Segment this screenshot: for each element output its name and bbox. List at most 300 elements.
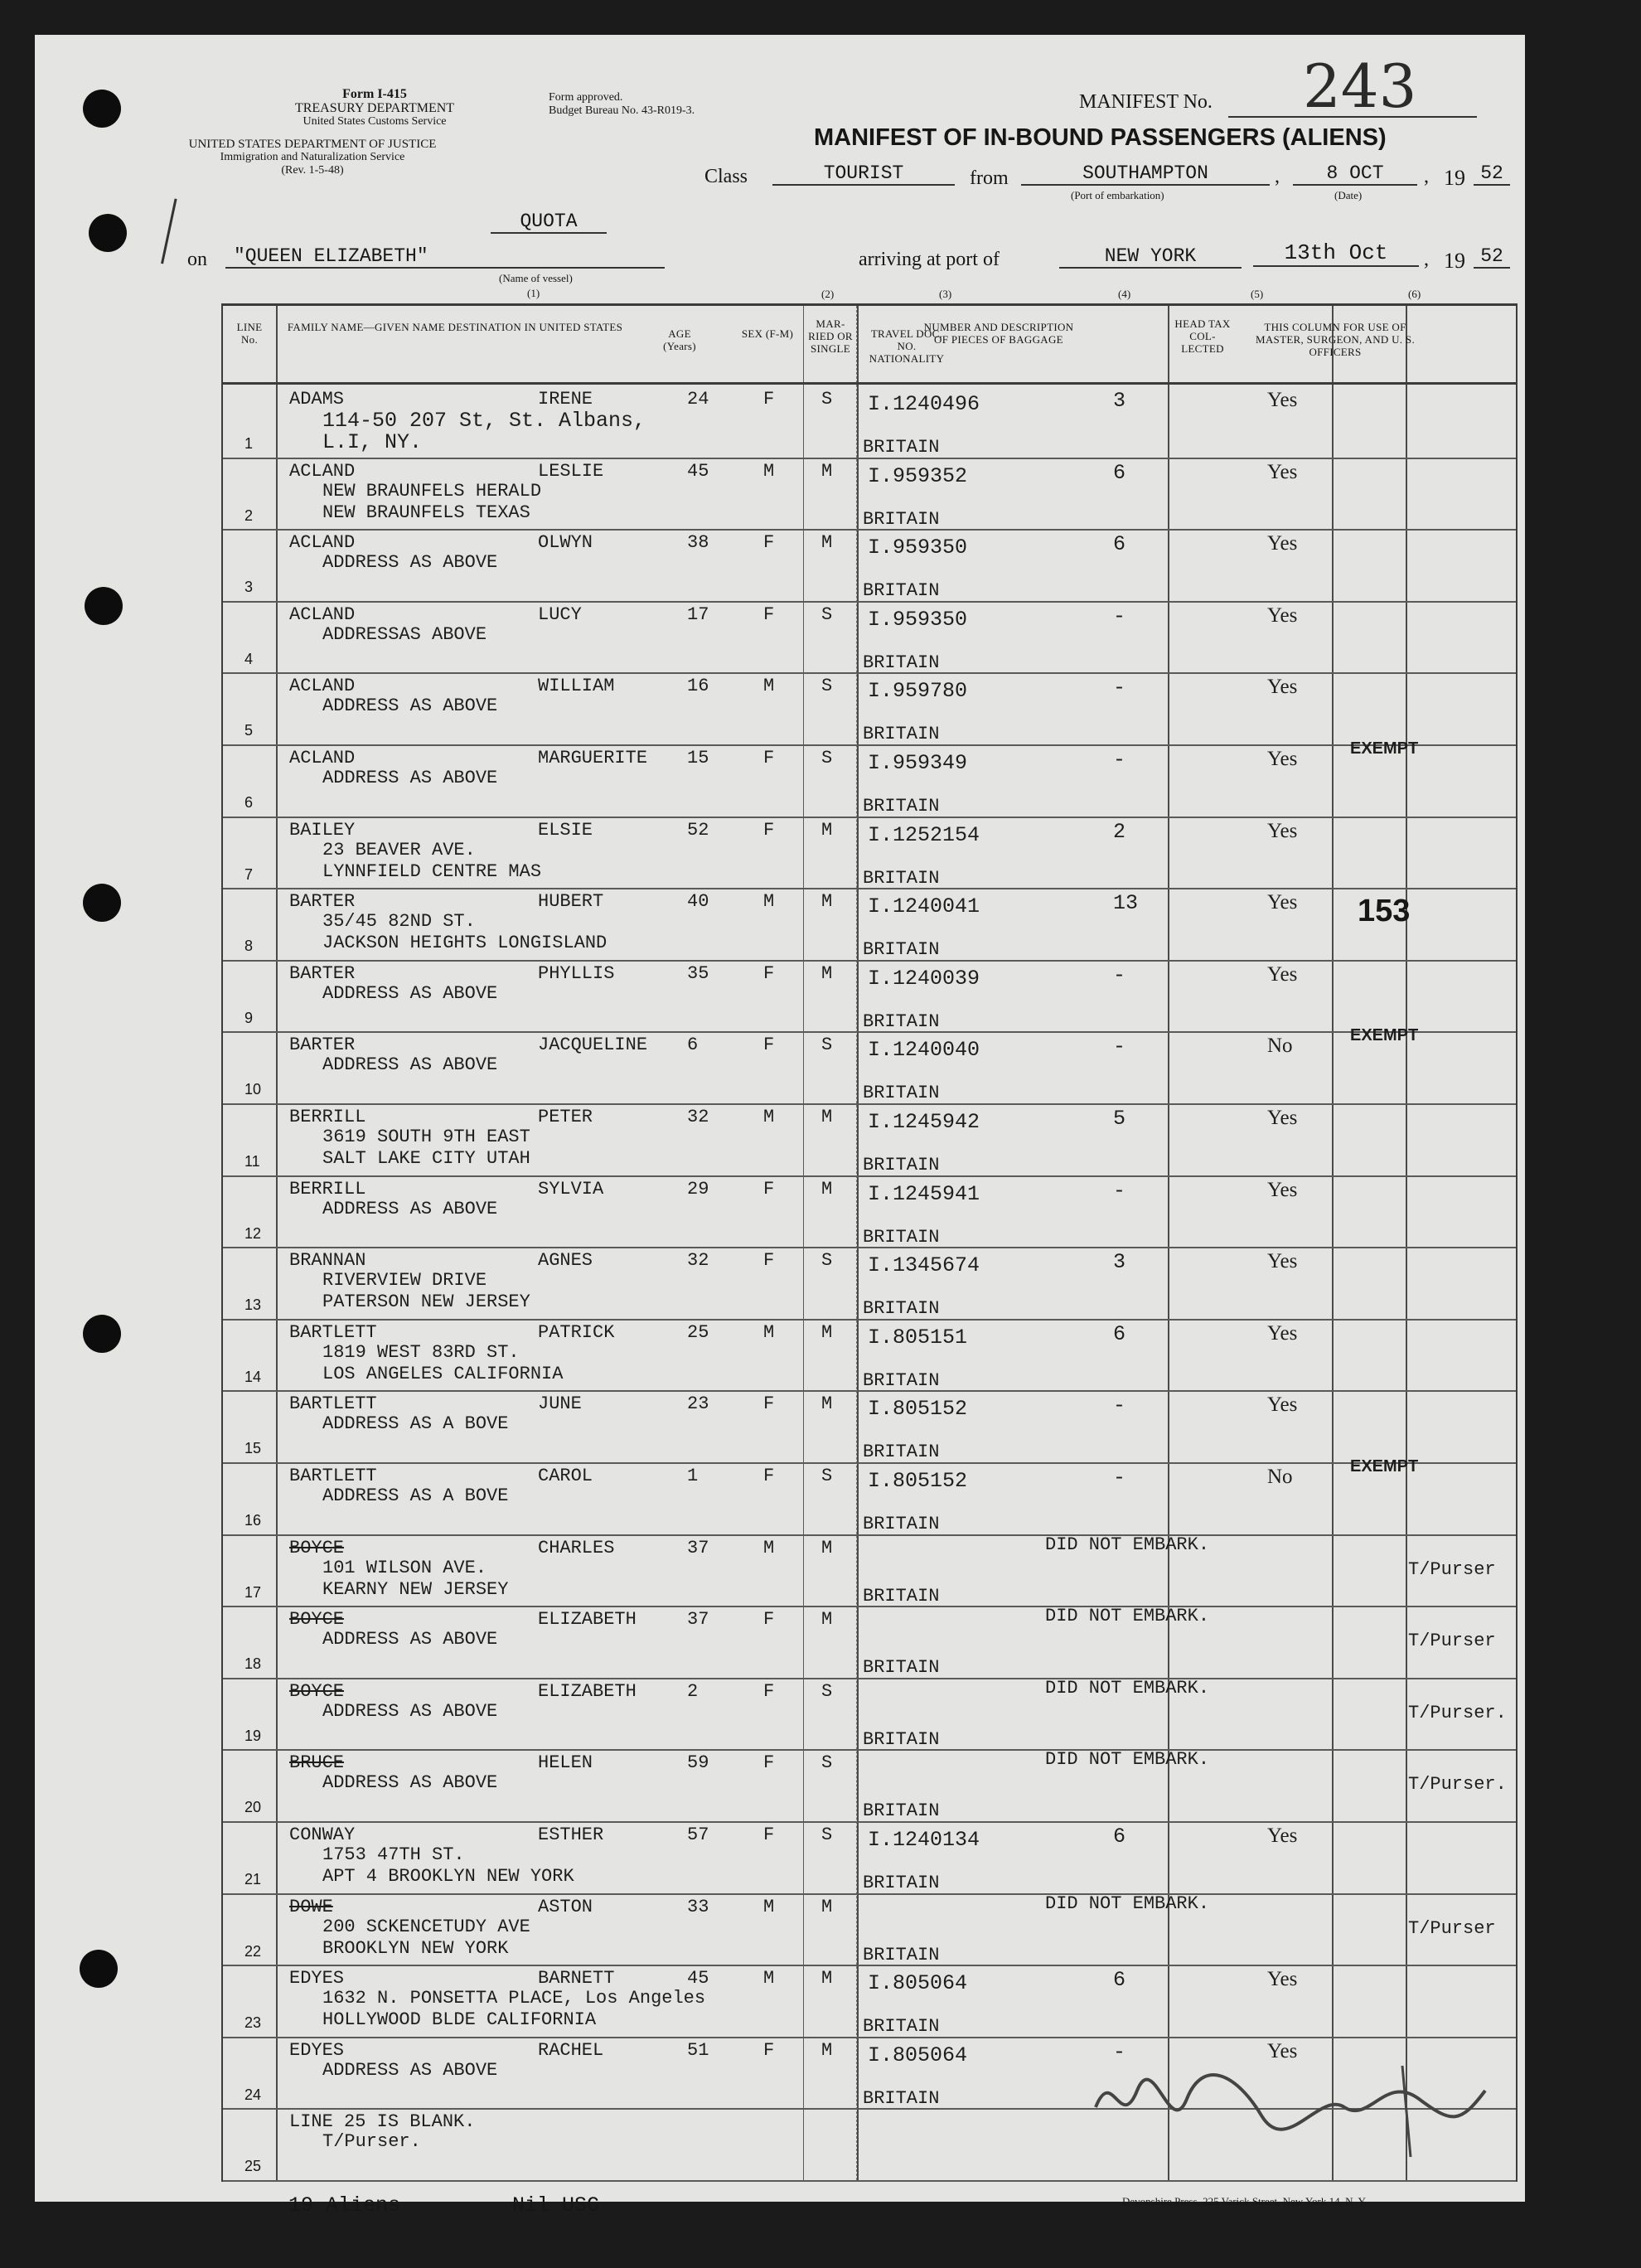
baggage: 3 — [1113, 389, 1126, 413]
arrival-date: 13th Oct — [1253, 240, 1419, 267]
given-name: BARNETT — [538, 1968, 615, 1989]
budget-bureau: Budget Bureau No. 43-R019-3. — [549, 104, 695, 117]
col-number-5: (5) — [1251, 288, 1264, 300]
address-line-1: 1632 N. PONSETTA PLACE, Los Angeles — [322, 1988, 706, 2009]
date-caption: (Date) — [1334, 189, 1363, 201]
family-name: EDYES — [289, 2039, 345, 2061]
head-tax: Yes — [1267, 603, 1298, 627]
ins-service: Immigration and Naturalization Service — [220, 151, 405, 163]
head-tax: Yes — [1267, 1178, 1298, 1201]
did-not-embark: DID NOT EMBARK. — [1045, 1534, 1210, 1555]
sex: F — [763, 1609, 775, 1631]
form-number: Form I-415 — [342, 87, 407, 101]
address-line-2: KEARNY NEW JERSEY — [322, 1578, 509, 1600]
col-sex: SEX (F-M) — [741, 327, 794, 340]
col-number-6: (6) — [1408, 288, 1421, 300]
table-row — [223, 1319, 1516, 1390]
comma: , — [1424, 249, 1429, 270]
given-name: LESLIE — [538, 460, 604, 482]
embark-year: 52 — [1474, 162, 1510, 186]
line-number: 4 — [244, 650, 254, 667]
embark-date: 8 OCT — [1293, 162, 1417, 186]
family-name: BOYCE — [289, 1609, 345, 1631]
sex: F — [763, 603, 775, 625]
address-line-1: ADDRESS AS ABOVE — [322, 1054, 498, 1076]
given-name: WILLIAM — [538, 676, 615, 697]
nationality: BRITAIN — [863, 796, 940, 817]
line-number: 10 — [244, 1081, 262, 1098]
travel-doc: I.959350 — [868, 607, 968, 632]
officer-signature — [1071, 2041, 1502, 2174]
officer-note: EXEMPT — [1350, 739, 1419, 758]
family-name: BARTLETT — [289, 1393, 377, 1415]
address-line-2: NEW BRAUNFELS TEXAS — [322, 502, 530, 523]
line-number: 13 — [244, 1296, 262, 1314]
given-name: JACQUELINE — [538, 1035, 648, 1056]
given-name: IRENE — [538, 389, 593, 410]
baggage: 6 — [1113, 460, 1126, 485]
nationality: BRITAIN — [863, 1369, 940, 1391]
family-name: BARTER — [289, 962, 356, 984]
line-number: 25 — [244, 2158, 262, 2175]
family-name: ADAMS — [289, 389, 345, 410]
family-name: ACLAND — [289, 748, 356, 768]
head-tax: Yes — [1267, 389, 1298, 411]
travel-doc: I.1240040 — [868, 1038, 980, 1063]
baggage: 2 — [1113, 819, 1126, 844]
sex: M — [763, 1896, 775, 1917]
line-number: 21 — [244, 1871, 262, 1888]
printer-credit: Devonshire Press, 225 Varick Street, New York 14, N. Y. — [1122, 2195, 1368, 2207]
arrival-port: NEW YORK — [1059, 245, 1242, 269]
line-number: 8 — [244, 938, 254, 955]
line-number: 12 — [244, 1224, 262, 1242]
col-number-3: (3) — [939, 288, 952, 300]
table-row — [223, 601, 1516, 672]
manifest-title: MANIFEST OF IN-BOUND PASSENGERS (ALIENS) — [814, 124, 1387, 151]
head-tax: Yes — [1267, 676, 1298, 699]
address-line-1: 35/45 82ND ST. — [322, 911, 476, 933]
travel-doc: I.959350 — [868, 536, 968, 560]
family-name: BERRILL — [289, 1178, 366, 1199]
sex: M — [763, 1537, 775, 1558]
head-tax: Yes — [1267, 2039, 1298, 2062]
sex: M — [763, 676, 775, 697]
did-not-embark: DID NOT EMBARK. — [1045, 1606, 1210, 1627]
officer-note: EXEMPT — [1350, 1457, 1419, 1476]
travel-doc: I.805064 — [868, 1971, 968, 1996]
head-tax: Yes — [1267, 532, 1298, 555]
usc-count: Nil USC — [512, 2193, 600, 2217]
nationality: BRITAIN — [863, 1298, 940, 1320]
address-line-2: PATERSON NEW JERSEY — [322, 1292, 530, 1313]
marital-status: M — [821, 1178, 833, 1199]
address-line-1: ADDRESS AS ABOVE — [322, 768, 498, 788]
address-line-1: ADDRESS AS ABOVE — [322, 1772, 498, 1794]
address-line-1: T/Purser. — [322, 2131, 421, 2153]
given-name: ASTON — [538, 1896, 593, 1917]
given-name: AGNES — [538, 1250, 593, 1272]
sex: M — [763, 891, 775, 913]
marital-status: M — [821, 1896, 833, 1917]
line-number: 20 — [244, 1799, 262, 1816]
age: 33 — [687, 1896, 709, 1917]
sex: F — [763, 1178, 775, 1199]
vessel-name: "QUEEN ELIZABETH" — [225, 245, 665, 269]
nationality: BRITAIN — [863, 1083, 940, 1104]
col-baggage: NUMBER AND DESCRIPTION OF PIECES OF BAGGAGE — [923, 321, 1074, 346]
address-line-1: ADDRESS AS ABOVE — [322, 1198, 498, 1219]
travel-doc: I.805151 — [868, 1325, 968, 1350]
sex: F — [763, 1250, 775, 1272]
comma: , — [1275, 166, 1280, 187]
baggage: 13 — [1113, 891, 1139, 916]
sex: F — [763, 1466, 775, 1486]
table-row — [223, 960, 1516, 1031]
address-line-1: 3619 SOUTH 9TH EAST — [322, 1127, 530, 1147]
did-not-embark: DID NOT EMBARK. — [1045, 1749, 1210, 1771]
given-name: RACHEL — [538, 2039, 604, 2061]
column-1-number: (1) — [527, 287, 540, 299]
travel-doc: I.1240039 — [868, 966, 980, 991]
address-line-1: 200 SCKENCETUDY AVE — [322, 1916, 530, 1937]
age: 32 — [687, 1250, 709, 1272]
travel-doc: I.1245942 — [868, 1110, 980, 1134]
class-value: TOURIST — [772, 162, 955, 186]
family-name: BARTER — [289, 891, 356, 913]
address-line-1: ADDRESS AS ABOVE — [322, 982, 498, 1004]
marital-status: M — [821, 1968, 833, 1989]
address-line-1: 23 BEAVER AVE. — [322, 839, 476, 860]
sex: F — [763, 2039, 775, 2061]
nationality: BRITAIN — [863, 652, 940, 673]
marital-status: S — [821, 603, 833, 625]
did-not-embark: DID NOT EMBARK. — [1045, 1677, 1210, 1699]
age: 45 — [687, 1968, 709, 1989]
line-number: 19 — [244, 1727, 262, 1744]
nationality: BRITAIN — [863, 580, 940, 602]
year-prefix-2: 19 — [1444, 249, 1465, 273]
sex: F — [763, 1680, 775, 1702]
head-tax: Yes — [1267, 1968, 1298, 1991]
line-number: 14 — [244, 1368, 262, 1385]
family-name: BARTER — [289, 1035, 356, 1056]
officer-note: EXEMPT — [1350, 1026, 1419, 1045]
age: 40 — [687, 891, 709, 913]
family-name: LINE 25 IS BLANK. — [289, 2111, 476, 2133]
address-line-1: 1819 WEST 83RD ST. — [322, 1341, 520, 1363]
purser-note: T/Purser — [1408, 1558, 1496, 1580]
given-name: ELSIE — [538, 819, 593, 841]
nationality: BRITAIN — [863, 2016, 940, 2038]
head-tax: Yes — [1267, 460, 1298, 483]
arriving-label: arriving at port of — [859, 249, 1000, 270]
treasury-dept: TREASURY DEPARTMENT — [294, 101, 455, 115]
marital-status: M — [821, 1537, 833, 1558]
port-of-embarkation: SOUTHAMPTON — [1021, 162, 1270, 186]
nationality: BRITAIN — [863, 437, 940, 458]
marital-status: M — [821, 891, 833, 913]
age: 59 — [687, 1752, 709, 1774]
line-number: 3 — [244, 579, 254, 596]
age: 37 — [687, 1609, 709, 1631]
table-row — [223, 458, 1516, 529]
age: 16 — [687, 676, 709, 697]
sex: F — [763, 1752, 775, 1774]
travel-doc: I.805152 — [868, 1397, 968, 1422]
year-prefix: 19 — [1444, 166, 1465, 190]
family-name: ACLAND — [289, 532, 356, 554]
baggage: 6 — [1113, 1825, 1126, 1849]
table-row — [223, 1749, 1516, 1820]
age: 45 — [687, 460, 709, 482]
family-name: CONWAY — [289, 1825, 356, 1845]
baggage: - — [1113, 962, 1126, 987]
table-row — [223, 1175, 1516, 1247]
nationality: BRITAIN — [863, 1442, 940, 1463]
punch-hole — [83, 1315, 121, 1353]
table-row — [223, 1534, 1516, 1606]
age: 57 — [687, 1825, 709, 1845]
col-married: MAR-RIED OR SINGLE — [808, 317, 853, 355]
line-number: 2 — [244, 506, 254, 524]
address-line-2: HOLLYWOOD BLDE CALIFORNIA — [322, 2009, 597, 2031]
travel-doc: I.1240134 — [868, 1828, 980, 1852]
family-name: ACLAND — [289, 460, 356, 482]
family-name: BERRILL — [289, 1107, 366, 1127]
nationality: BRITAIN — [863, 1010, 940, 1032]
travel-doc: I.959349 — [868, 751, 968, 775]
line-number: 18 — [244, 1655, 262, 1673]
purser-note: T/Purser — [1408, 1917, 1496, 1939]
address-line-1: NEW BRAUNFELS HERALD — [322, 480, 542, 502]
age: 6 — [687, 1035, 699, 1056]
punch-hole — [89, 214, 127, 252]
marital-status: S — [821, 1680, 833, 1702]
address-line-1: 1753 47TH ST. — [322, 1844, 465, 1865]
table-row — [223, 1678, 1516, 1749]
address-line-2: APT 4 BROOKLYN NEW YORK — [322, 1866, 574, 1887]
on-label: on — [187, 249, 207, 270]
marital-status: M — [821, 962, 833, 984]
given-name: HELEN — [538, 1752, 593, 1774]
purser-note: T/Purser. — [1408, 1774, 1507, 1796]
table-row — [223, 1457, 1516, 1534]
line-number: 16 — [244, 1512, 262, 1529]
head-tax: Yes — [1267, 819, 1298, 842]
manifest-number: 243 — [1303, 51, 1417, 121]
nationality: BRITAIN — [863, 867, 940, 889]
head-tax: Yes — [1267, 962, 1298, 986]
age: 38 — [687, 532, 709, 554]
line-number: 5 — [244, 722, 254, 739]
family-name: BARTLETT — [289, 1466, 377, 1486]
age: 32 — [687, 1107, 709, 1127]
given-name: ELIZABETH — [538, 1680, 637, 1702]
family-name: DOWE — [289, 1896, 333, 1917]
col-officers: THIS COLUMN FOR USE OF MASTER, SURGEON, AND U. S. OFFICERS — [1256, 321, 1415, 358]
address-line-2: SALT LAKE CITY UTAH — [322, 1148, 530, 1169]
sex: M — [763, 1107, 775, 1127]
address-line-2: BROOKLYN NEW YORK — [322, 1937, 509, 1959]
marital-status: M — [821, 460, 833, 482]
family-name: BARTLETT — [289, 1321, 377, 1343]
marital-status: M — [821, 819, 833, 841]
nationality: BRITAIN — [863, 1585, 940, 1606]
purser-note: T/Purser. — [1408, 1702, 1507, 1723]
head-tax: Yes — [1267, 891, 1298, 914]
marital-status: S — [821, 748, 833, 768]
baggage: - — [1113, 1466, 1126, 1490]
marital-status: S — [821, 1466, 833, 1486]
address-line-1: ADDRESS AS ABOVE — [322, 1700, 498, 1722]
age: 17 — [687, 603, 709, 625]
baggage: - — [1113, 748, 1126, 772]
marital-status: S — [821, 389, 833, 410]
nationality: BRITAIN — [863, 1226, 940, 1248]
punch-hole — [80, 1950, 118, 1988]
line-number: 24 — [244, 2086, 262, 2103]
baggage: - — [1113, 676, 1126, 700]
quota-label: QUOTA — [491, 211, 607, 234]
given-name: LUCY — [538, 603, 582, 625]
punch-hole — [83, 884, 121, 922]
address-line-2: LOS ANGELES CALIFORNIA — [322, 1363, 564, 1384]
age: 24 — [687, 389, 709, 410]
address-line-1: ADDRESS AS ABOVE — [322, 2059, 498, 2081]
marital-status: M — [821, 2039, 833, 2061]
marital-status: M — [821, 1321, 833, 1343]
given-name: PATRICK — [538, 1321, 615, 1343]
sex: F — [763, 532, 775, 554]
given-name: JUNE — [538, 1393, 582, 1415]
table-row — [223, 888, 1516, 959]
line-number: 23 — [244, 2014, 262, 2032]
address-line-1: ADDRESS AS A BOVE — [322, 1485, 509, 1506]
table-row — [223, 1606, 1516, 1677]
nationality: BRITAIN — [863, 1514, 940, 1534]
family-name: ACLAND — [289, 676, 356, 697]
baggage: 3 — [1113, 1250, 1126, 1275]
from-label: from — [970, 167, 1009, 189]
family-name: ACLAND — [289, 603, 356, 625]
sex: F — [763, 1035, 775, 1056]
given-name: PETER — [538, 1107, 593, 1127]
marital-status: M — [821, 1107, 833, 1127]
family-name: BRUCE — [289, 1752, 345, 1774]
table-row — [223, 1026, 1516, 1104]
age: 1 — [687, 1466, 699, 1486]
punch-hole — [85, 587, 123, 625]
table-row — [223, 1821, 1516, 1892]
address-line-1: ADDRESS AS ABOVE — [322, 1629, 498, 1650]
col-travel: TRAVEL DOC. NO. NATIONALITY — [869, 327, 945, 365]
revision: (Rev. 1-5-48) — [281, 164, 344, 177]
given-name: HUBERT — [538, 891, 604, 913]
travel-doc: I.805064 — [868, 2043, 968, 2067]
address-line-1: RIVERVIEW DRIVE — [322, 1270, 487, 1292]
given-name: CAROL — [538, 1466, 593, 1486]
port-caption: (Port of embarkation) — [1071, 189, 1164, 201]
arrival-year: 52 — [1474, 245, 1510, 269]
baggage: 6 — [1113, 532, 1126, 557]
baggage: - — [1113, 1393, 1126, 1418]
table-row — [223, 529, 1516, 600]
age: 29 — [687, 1178, 709, 1199]
baggage: - — [1113, 603, 1126, 628]
baggage: 6 — [1113, 1321, 1126, 1346]
head-tax: Yes — [1267, 1107, 1298, 1129]
aliens-count: 19 Aliens — [288, 2193, 401, 2217]
age: 52 — [687, 819, 709, 841]
sex: F — [763, 748, 775, 768]
head-tax: Yes — [1267, 1321, 1298, 1345]
purser-note: T/Purser — [1408, 1631, 1496, 1652]
manifest-label: MANIFEST No. — [1079, 91, 1213, 113]
given-name: PHYLLIS — [538, 962, 615, 984]
age: 2 — [687, 1680, 699, 1702]
baggage: - — [1113, 1178, 1126, 1203]
baggage: - — [1113, 2039, 1126, 2064]
vessel-caption: (Name of vessel) — [499, 272, 573, 284]
given-name: SYLVIA — [538, 1178, 604, 1199]
nationality: BRITAIN — [863, 2087, 940, 2109]
travel-doc: I.1240041 — [868, 894, 980, 919]
nationality: BRITAIN — [863, 1800, 940, 1822]
age: 51 — [687, 2039, 709, 2061]
passenger-table — [221, 288, 1518, 2182]
justice-dept: UNITED STATES DEPARTMENT OF JUSTICE — [188, 138, 437, 151]
sex: F — [763, 819, 775, 841]
table-row — [223, 1247, 1516, 1318]
nationality: BRITAIN — [863, 1728, 940, 1750]
nationality: BRITAIN — [863, 1657, 940, 1679]
marital-status: M — [821, 532, 833, 554]
address-line-1: ADDRESSAS ABOVE — [322, 623, 487, 645]
family-name: EDYES — [289, 1968, 345, 1989]
col-age: AGE (Years) — [663, 327, 696, 352]
table-row — [223, 817, 1516, 888]
line-number: 15 — [244, 1440, 262, 1457]
marital-status: S — [821, 1250, 833, 1272]
table-row — [223, 385, 1516, 457]
marital-status: S — [821, 1825, 833, 1845]
age: 25 — [687, 1321, 709, 1343]
col-line: LINE No. — [236, 321, 263, 346]
address-line-2: L.I, NY. — [322, 430, 423, 454]
address-line-2: LYNNFIELD CENTRE MAS — [322, 860, 542, 882]
address-line-1: ADDRESS AS ABOVE — [322, 552, 498, 574]
sex: M — [763, 1968, 775, 1989]
justice-block — [184, 138, 441, 177]
stamp-number: 153 — [1358, 894, 1411, 928]
travel-doc: I.1245941 — [868, 1181, 980, 1206]
line-number: 1 — [244, 435, 254, 452]
given-name: ELIZABETH — [538, 1609, 637, 1631]
age: 15 — [687, 748, 709, 768]
head-tax: No — [1267, 1035, 1293, 1058]
baggage: 5 — [1113, 1107, 1126, 1131]
baggage: - — [1113, 1035, 1126, 1059]
travel-doc: I.805152 — [868, 1469, 968, 1493]
head-tax: Yes — [1267, 1825, 1298, 1847]
travel-doc: I.1240496 — [868, 392, 980, 416]
head-tax: Yes — [1267, 748, 1298, 770]
form-approved: Form approved. — [549, 91, 623, 104]
sex: F — [763, 962, 775, 984]
line-number: 11 — [244, 1153, 260, 1170]
marital-status: S — [821, 1752, 833, 1774]
